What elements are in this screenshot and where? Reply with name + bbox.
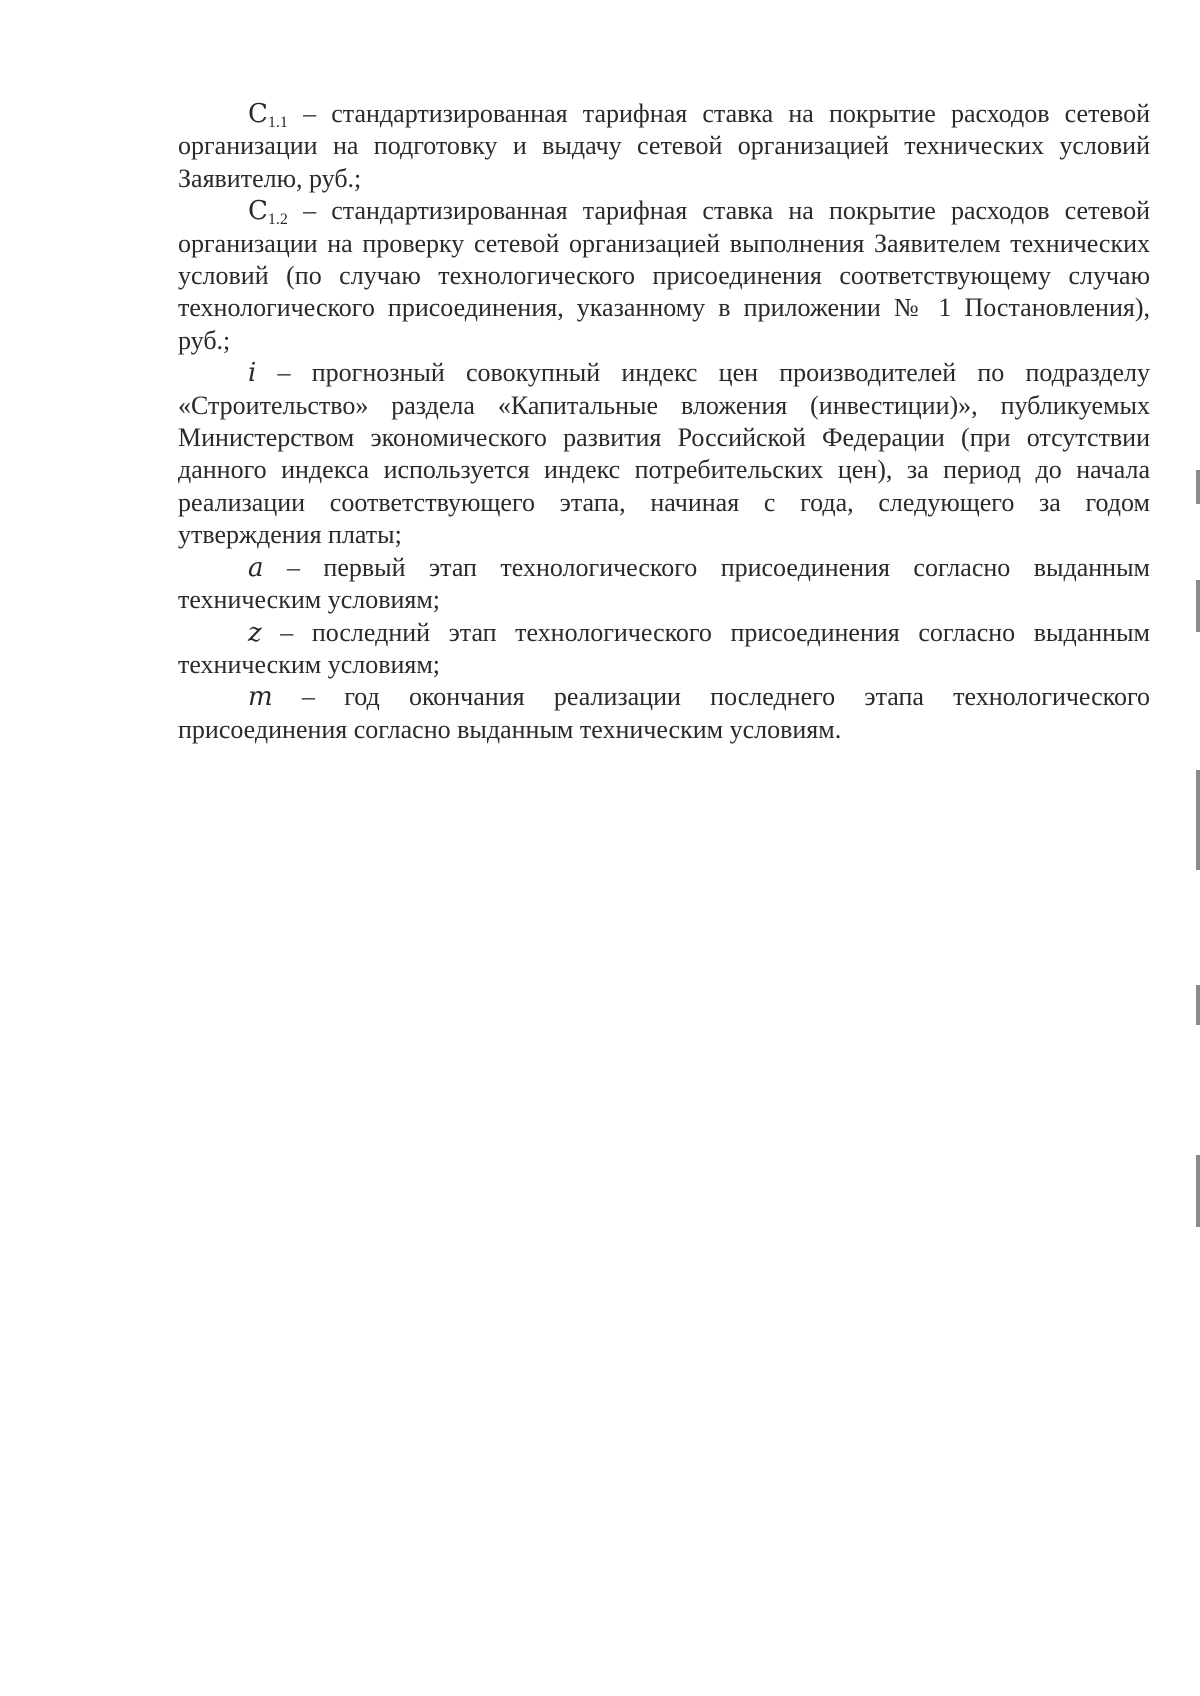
formula-symbol: z [248,617,262,648]
formula-symbol: m [248,682,273,713]
definition-paragraph [178,681,1150,746]
definition-text: – последний этап технологического присоединения согласно выданным техническим условиям; [178,617,1150,679]
definition-text: – прогнозный совокупный индекс цен производителей по подразделу «Строительство» раздела «Капитальные вложения (инвестиции)», публикуемых Министерством экономического развития Российской Федерации (при отсутствии данного индекса используется индекс потребительских цен), за период до начала реализации соответствующего этапа, начиная с года, следующего за годом утверждения платы; [178,358,1150,550]
formula-symbol: a [248,552,264,583]
definition-text: – стандартизированная тарифная ставка на покрытие расходов сетевой организации на подготовку и выдачу сетевой организацией технических условий Заявителю, руб.; [178,99,1150,193]
scan-edge-mark [1196,985,1200,1025]
formula-subscript: 1.2 [267,211,288,229]
scan-edge-mark [1196,470,1200,504]
formula-subscript: 1.1 [267,114,288,131]
definition-paragraph [178,552,1150,617]
formula-symbol: C [248,196,268,227]
scan-edge-mark [1196,1155,1200,1227]
definition-text: – стандартизированная тарифная ставка на покрытие расходов сетевой организации на проверку сетевой организацией выполнения Заявителем технических условий (по случаю технологического присоединения соответствующему случаю технологического присоединения, указанному в приложении № 1 Постановления), руб.; [178,196,1150,355]
scan-edge-mark [1196,580,1200,632]
definition-paragraph [178,98,1150,195]
formula-symbol: C [248,99,268,129]
formula-symbol: i [248,358,257,389]
definition-paragraph [178,357,1150,551]
document-body [178,98,1150,746]
definition-text: – первый этап технологического присоединения согласно выданным техническим условиям; [178,552,1150,615]
scan-edge-mark [1196,770,1200,870]
definition-text: – год окончания реализации последнего этапа технологического присоединения согласно выданным техническим условиям. [178,682,1150,744]
definition-paragraph [178,617,1150,682]
definition-paragraph [178,195,1150,357]
